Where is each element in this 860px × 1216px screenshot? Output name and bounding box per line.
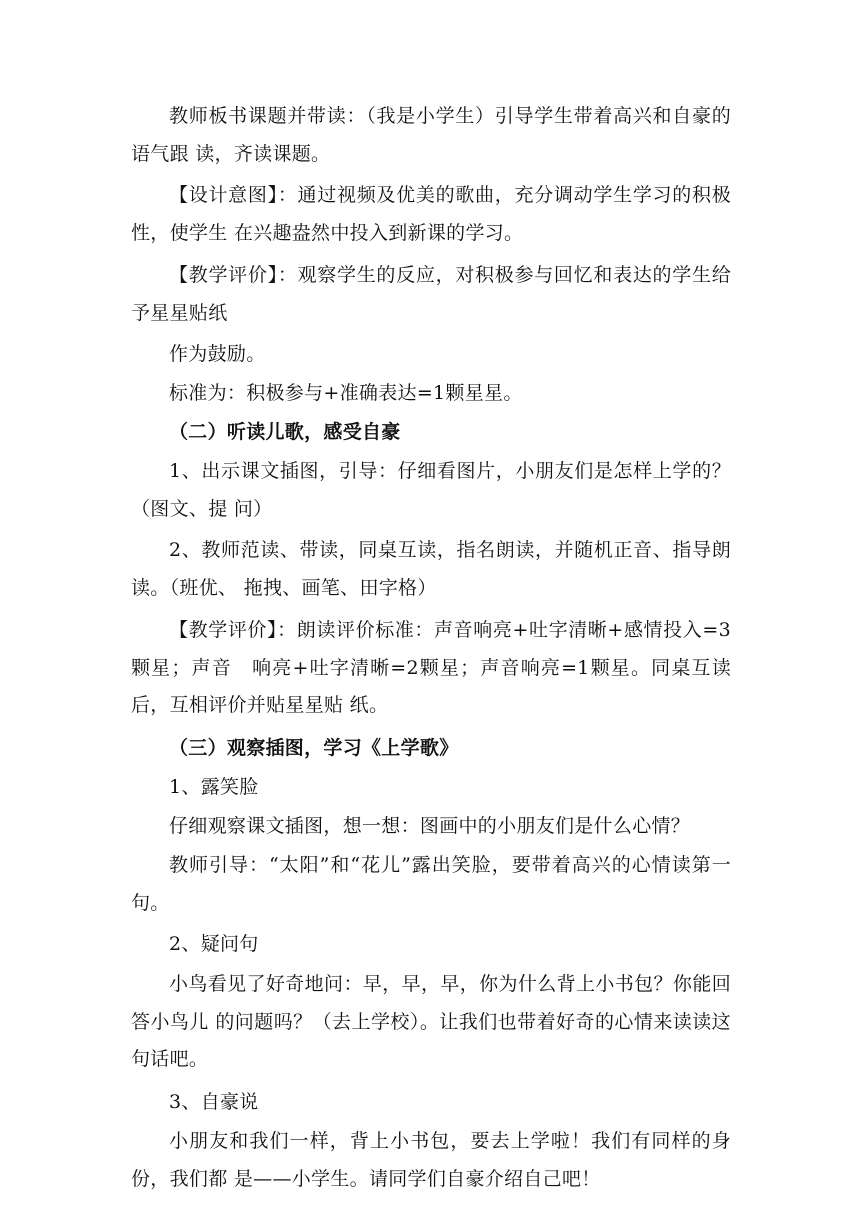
- section-heading-2: （二）听读儿歌，感受自豪: [169, 421, 401, 443]
- subheading-question: 2、疑问句: [169, 933, 259, 955]
- subheading-proud: 3、自豪说: [169, 1091, 259, 1113]
- paragraph-bird-question: 小鸟看见了好奇地问：早，早，早，你为什么背上小书包？你能回答小鸟儿 的问题吗？（去上学校）。让我们也带着好奇的心情来读读这句话吧。: [131, 973, 731, 1070]
- paragraph-teacher-guide: 教师引导：“太阳”和“花儿”露出笑脸，要带着高兴的心情读第一句。: [131, 854, 731, 914]
- paragraph-introduce: 小朋友和我们一样，背上小书包，要去上学啦！我们有同样的身份，我们都 是——小学生。请同学们自豪介绍自己吧！: [131, 1130, 731, 1190]
- paragraph-evaluation-1: 【教学评价】：观察学生的反应，对积极参与回忆和表达的学生给予星星贴纸: [131, 264, 731, 324]
- section-heading-3: （三）观察插图，学习《上学歌》: [169, 737, 459, 759]
- paragraph-observe: 仔细观察课文插图，想一想：图画中的小朋友们是什么心情？: [169, 815, 691, 837]
- paragraph-design-intent-1: 【设计意图】：通过视频及优美的歌曲，充分调动学生学习的积极性，使学生 在兴趣盎然中投入到新课的学习。: [131, 184, 731, 244]
- paragraph-encouragement: 作为鼓励。: [169, 343, 266, 365]
- paragraph-evaluation-2: 【教学评价】：朗读评价标准：声音响亮+吐字清晰+感情投入=3颗星；声音 响亮+吐字清晰=2颗星；声音响亮=1颗星。同桌互读后，互相评价并贴星星贴 纸。: [131, 619, 731, 716]
- subheading-smile: 1、露笑脸: [169, 776, 259, 798]
- paragraph-step-1: 1、出示课文插图，引导：仔细看图片，小朋友们是怎样上学的？（图文、提 问）: [131, 460, 731, 520]
- paragraph-step-2: 2、教师范读、带读，同桌互读，指名朗读，并随机正音、指导朗读。（班优、 拖拽、画笔、田字格）: [131, 539, 731, 599]
- paragraph-board-writing: 教师板书课题并带读：（我是小学生）引导学生带着高兴和自豪的语气跟 读，齐读课题。: [131, 105, 731, 165]
- paragraph-standard: 标准为：积极参与+准确表达=1颗星星。: [169, 382, 523, 404]
